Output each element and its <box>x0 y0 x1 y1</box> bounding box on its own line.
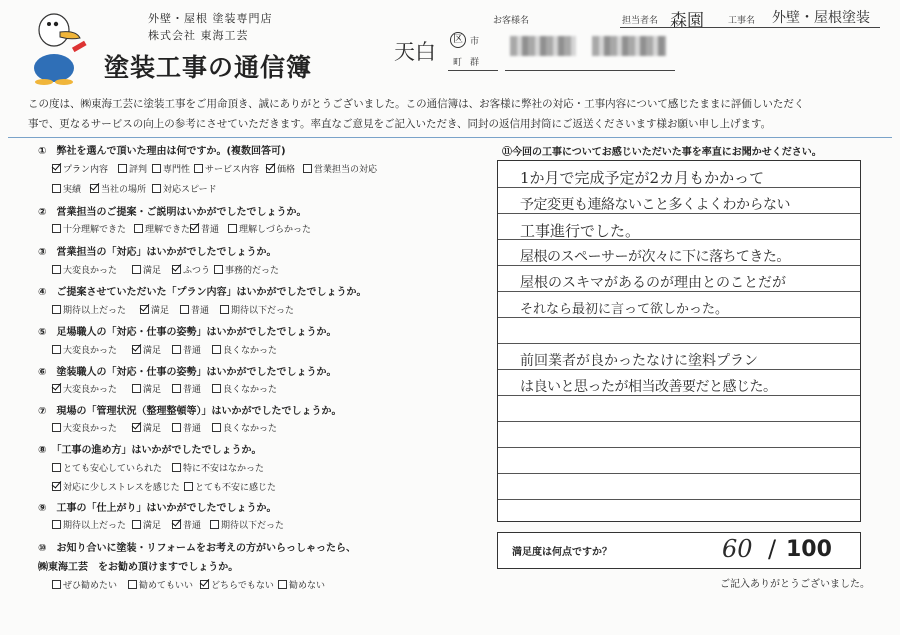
option-label: 満足 <box>143 346 162 356</box>
option-price[interactable] <box>266 162 295 175</box>
checkbox[interactable] <box>180 305 189 314</box>
q2-option-1[interactable] <box>52 222 126 235</box>
checkbox[interactable] <box>190 224 199 233</box>
option-label: 期待以上だった <box>63 521 127 531</box>
checkbox[interactable] <box>228 224 237 233</box>
option-label: 普通 <box>183 424 202 434</box>
option-label: 普通 <box>183 521 202 531</box>
option-label: 普通 <box>183 346 202 356</box>
option-label: 大変良かった <box>63 346 118 356</box>
satisfaction-label: 満足度は何点ですか？ <box>512 547 612 558</box>
q8-option-2[interactable] <box>172 461 264 474</box>
option-label: 普通 <box>201 225 220 235</box>
q7-option-4[interactable] <box>212 421 277 434</box>
option-label: 良くなかった <box>223 424 278 434</box>
company-tagline: 外壁・屋根 塗装専門店 <box>148 12 273 25</box>
option-label: 普通 <box>183 385 202 395</box>
q5-option-4[interactable] <box>212 343 277 356</box>
q6-option-2[interactable] <box>132 382 161 395</box>
q7-option-1[interactable] <box>52 421 117 434</box>
option-label: 満足 <box>151 306 170 316</box>
satisfaction-score: 60 <box>722 535 753 563</box>
question-10-cont: ㈱東海工芸 をお勧め頂けますでしょうか。 <box>38 562 239 573</box>
question-6: ⑥ 塗装職人の「対応・仕事の姿勢」はいかがでしたでしょうか。 <box>38 367 337 378</box>
checkbox[interactable] <box>220 305 229 314</box>
q4-option-4[interactable] <box>220 303 294 316</box>
rule-line <box>498 343 860 344</box>
checkbox[interactable] <box>172 345 181 354</box>
checkbox[interactable] <box>132 423 141 432</box>
option-label: 対応に少しストレスを感じた <box>63 483 180 493</box>
option-label: とても不安に感じた <box>195 483 277 493</box>
checkbox[interactable] <box>52 305 61 314</box>
option-label: サービス内容 <box>205 165 260 175</box>
checkbox[interactable] <box>140 305 149 314</box>
q10-option-4[interactable] <box>278 578 325 591</box>
q10-option-2[interactable] <box>128 578 193 591</box>
option-label: 良くなかった <box>223 385 278 395</box>
checkbox[interactable] <box>52 224 61 233</box>
question-8: ⑧ 「工事の進め方」はいかがでしたでしょうか。 <box>38 445 262 456</box>
checkbox[interactable] <box>52 184 61 193</box>
rule-line <box>498 317 860 318</box>
option-label: 対応スピード <box>163 185 217 195</box>
q7-option-2[interactable] <box>132 421 161 434</box>
q3-option-1[interactable] <box>52 263 117 276</box>
option-label: 勧めてもいい <box>139 581 194 591</box>
work-name: 外壁・屋根塗装 <box>772 10 870 26</box>
q2-option-3[interactable] <box>190 222 219 235</box>
town-label: 町 <box>453 58 463 68</box>
staff-name: 森園 <box>670 11 704 31</box>
satisfaction-max: 100 <box>786 537 832 562</box>
question-3: ③ 営業担当の「対応」はいかがでしたでしょうか。 <box>38 247 277 258</box>
option-label: 満足 <box>143 385 162 395</box>
q9-option-3[interactable] <box>172 518 201 531</box>
checkbox[interactable] <box>128 580 137 589</box>
checkbox[interactable] <box>200 580 209 589</box>
option-label: 専門性 <box>163 165 191 175</box>
option-label: 満足 <box>143 266 162 276</box>
checkbox[interactable] <box>134 224 143 233</box>
checkbox[interactable] <box>52 265 61 274</box>
checkbox[interactable] <box>52 164 61 173</box>
city-label: 市 <box>470 37 480 47</box>
q3-option-2[interactable] <box>132 263 161 276</box>
checkbox[interactable] <box>266 164 275 173</box>
q7-option-3[interactable] <box>172 421 201 434</box>
checkbox[interactable] <box>194 164 203 173</box>
comment-line-5: 屋根のスキマがあるのが理由とのことだが <box>520 275 786 291</box>
company-name: 株式会社 東海工芸 <box>148 29 249 42</box>
q2-option-2[interactable] <box>134 222 190 235</box>
option-label: 評判 <box>129 165 148 175</box>
option-label: 勧めない <box>289 581 326 591</box>
question-2: ② 営業担当のご提案・ご説明はいかがでしたでしょうか。 <box>38 207 307 218</box>
option-label: 普通 <box>191 306 210 316</box>
comment-line-6: それなら最初に言って欲しかった。 <box>520 302 729 317</box>
option-label: 価格 <box>277 165 296 175</box>
comment-line-1: 1か月で完成予定が2カ月もかかって <box>520 169 765 187</box>
checkbox[interactable] <box>152 184 161 193</box>
checkbox[interactable] <box>52 463 61 472</box>
option-service[interactable] <box>194 162 259 175</box>
q8-option-1[interactable] <box>52 461 162 474</box>
checkbox[interactable] <box>172 384 181 393</box>
option-label: 当社の場所 <box>101 185 147 195</box>
rule-line <box>498 421 860 422</box>
district-label: 群 <box>470 58 480 68</box>
q8-option-3[interactable] <box>52 480 180 493</box>
q4-option-2[interactable] <box>140 303 169 316</box>
q2-option-4[interactable] <box>228 222 311 235</box>
checkbox[interactable] <box>52 520 61 529</box>
option-label: ぜひ勧めたい <box>63 581 118 591</box>
ward-circle: 区 <box>450 32 466 48</box>
q6-option-1[interactable] <box>52 382 117 395</box>
q6-option-3[interactable] <box>172 382 201 395</box>
staff-underline <box>620 27 880 28</box>
q5-option-3[interactable] <box>172 343 201 356</box>
option-label: 十分理解できた <box>63 225 127 235</box>
intro-line: 事で、更なるサービスの向上の参考にさせていただきます。率直なご意見をご記入いただき、同封の返信用封筒にご返送くださいます様お願い申し上げます。 <box>28 118 772 130</box>
option-sales-response[interactable] <box>303 162 377 175</box>
checkbox[interactable] <box>184 482 193 491</box>
comments-prompt: ⑪今回の工事についてお感じいただいた事を率直にお聞かせください。 <box>502 147 822 158</box>
checkbox[interactable] <box>132 384 141 393</box>
option-speed[interactable] <box>152 182 217 195</box>
satisfaction-slash: / <box>768 535 777 563</box>
option-label: 実績 <box>63 185 82 195</box>
q9-option-4[interactable] <box>210 518 284 531</box>
checkbox[interactable] <box>172 265 181 274</box>
q4-option-3[interactable] <box>180 303 209 316</box>
option-label: 事務的だった <box>225 266 280 276</box>
checkbox[interactable] <box>118 164 127 173</box>
checkbox[interactable] <box>132 265 141 274</box>
footer-thanks: ご記入ありがとうございました。 <box>720 579 870 590</box>
option-label: ふつう <box>183 266 211 276</box>
rule-line <box>498 499 860 500</box>
checkbox[interactable] <box>52 345 61 354</box>
q5-option-1[interactable] <box>52 343 117 356</box>
option-label: どちらでもない <box>211 581 274 591</box>
checkbox[interactable] <box>132 520 141 529</box>
customer-label: お客様名 <box>493 16 530 26</box>
checkbox[interactable] <box>214 265 223 274</box>
satisfaction-box <box>497 532 861 569</box>
checkbox[interactable] <box>303 164 312 173</box>
intro-text <box>28 94 888 134</box>
q10-option-3[interactable] <box>200 578 274 591</box>
checkbox[interactable] <box>90 184 99 193</box>
customer-underline <box>505 70 675 71</box>
option-label: 大変良かった <box>63 385 118 395</box>
comment-line-2: 予定変更も連絡ないこと多くよくわからない <box>520 197 790 213</box>
question-4: ④ ご提案させていただいた「プラン内容」はいかがでしたでしょうか。 <box>38 287 367 298</box>
comment-line-9: は良いと思ったが相当改善要だと感じた。 <box>520 379 777 395</box>
option-label: 大変良かった <box>63 424 118 434</box>
staff-label: 担当者名 <box>622 16 659 26</box>
q8-option-4[interactable] <box>184 480 276 493</box>
checkbox[interactable] <box>278 580 287 589</box>
checkbox[interactable] <box>172 520 181 529</box>
checkbox[interactable] <box>52 423 61 432</box>
checkbox[interactable] <box>52 384 61 393</box>
option-label: 満足 <box>143 521 162 531</box>
option-label: 営業担当の対応 <box>314 165 378 175</box>
question-9: ⑨ 工事の「仕上がり」はいかがでしたでしょうか。 <box>38 503 277 514</box>
option-label: 特に不安はなかった <box>183 464 265 474</box>
rule-line <box>498 473 860 474</box>
mascot-duck-icon <box>22 6 90 86</box>
checkbox[interactable] <box>212 423 221 432</box>
q9-option-1[interactable] <box>52 518 126 531</box>
location-handwritten: 天白 <box>394 40 436 64</box>
option-label: 理解しづらかった <box>239 225 312 235</box>
q4-option-1[interactable] <box>52 303 126 316</box>
option-label: 理解できた <box>145 225 191 235</box>
option-expertise[interactable] <box>152 162 190 175</box>
q6-option-4[interactable] <box>212 382 277 395</box>
option-label: プラン内容 <box>63 165 109 175</box>
option-label: 良くなかった <box>223 346 278 356</box>
comment-line-8: 前回業者が良かったなけに塗料プラン <box>520 353 758 369</box>
q9-option-2[interactable] <box>132 518 161 531</box>
rule-line <box>498 447 860 448</box>
checkbox[interactable] <box>132 345 141 354</box>
question-7: ⑦ 現場の「管理状況（整理整頓等）」はいかがでしたでしょうか。 <box>38 406 342 417</box>
option-label: とても安心していられた <box>63 464 163 474</box>
checkbox[interactable] <box>172 423 181 432</box>
option-label: 期待以下だった <box>231 306 295 316</box>
q3-option-4[interactable] <box>214 263 279 276</box>
customer-name-redacted-2 <box>592 36 666 56</box>
checkbox[interactable] <box>212 345 221 354</box>
question-10: ⑩ お知り合いに塗装・リフォームをお考えの方がいらっしゃったら、 <box>38 543 356 554</box>
checkbox[interactable] <box>172 463 181 472</box>
checkbox[interactable] <box>52 482 61 491</box>
option-label: 期待以下だった <box>221 521 285 531</box>
customer-name-redacted <box>510 36 576 56</box>
option-track-record[interactable] <box>52 182 81 195</box>
document-title: 塗装工事の通信簿 <box>104 53 313 82</box>
question-5: ⑤ 足場職人の「対応・仕事の姿勢」はいかがでしたでしょうか。 <box>38 327 337 338</box>
intro-line: この度は、㈱東海工芸に塗装工事をご用命頂き、誠にありがとうございました。この通信簿は、お客様に弊社の対応・工事内容について感じたままに評価しいただく <box>28 98 805 110</box>
option-plan[interactable] <box>52 162 108 175</box>
option-label: 大変良かった <box>63 266 118 276</box>
option-label: 満足 <box>143 424 162 434</box>
checkbox[interactable] <box>212 384 221 393</box>
checkbox[interactable] <box>152 164 161 173</box>
option-reputation[interactable] <box>118 162 147 175</box>
q5-option-2[interactable] <box>132 343 161 356</box>
option-location[interactable] <box>90 182 146 195</box>
comment-line-4: 屋根のスペーサーが次々に下に落ちてきた。 <box>520 249 790 265</box>
question-1: ① 弊社を選んで頂いた理由は何ですか。(複数回答可) <box>38 146 286 157</box>
comment-line-3: 工事進行でした。 <box>520 222 641 240</box>
option-label: 期待以上だった <box>63 306 127 316</box>
comments-panel <box>497 160 861 522</box>
checkbox[interactable] <box>210 520 219 529</box>
q10-option-1[interactable] <box>52 578 117 591</box>
header-divider <box>8 137 892 138</box>
location-underline <box>448 70 498 71</box>
q3-option-3[interactable] <box>172 263 210 276</box>
checkbox[interactable] <box>52 580 61 589</box>
work-label: 工事名 <box>728 16 756 26</box>
